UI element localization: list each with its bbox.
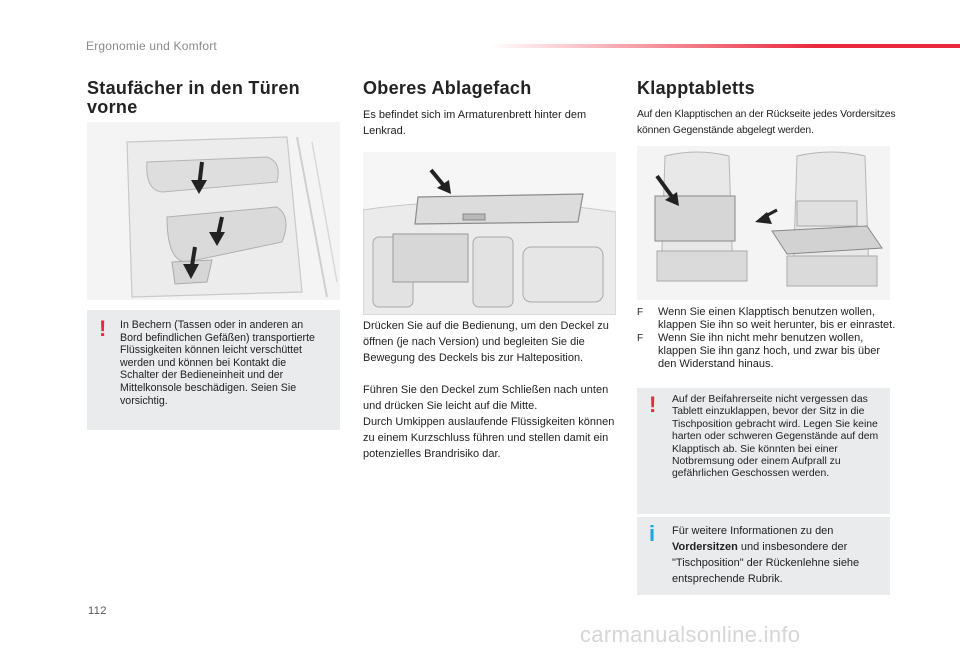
warning-icon: ! — [649, 392, 657, 417]
bullet-glyph: F — [637, 307, 644, 318]
col3-title: Klapptabletts — [637, 78, 755, 98]
watermark: carmanualsonline.info — [580, 622, 801, 647]
col1-warning-box — [87, 310, 340, 430]
header-accent-line — [490, 44, 960, 48]
col2-p2: Führen Sie den Deckel zum Schließen nach unten und drücken Sie leicht auf die Mitte. — [363, 384, 609, 412]
section-header: Ergonomie und Komfort — [86, 39, 217, 53]
info-text-post: und insbesondere der "Tischposition" der Rückenlehne siehe entsprechende Rubrik. — [672, 541, 860, 585]
col3-info-text — [672, 523, 882, 587]
col1-warning-text: In Bechern (Tassen oder in anderen an Bord befindlichen Gefäßen) transportierte Flüssigkeiten können leicht verschüttet werden und können bei Kontakt die Schalter der Bedieneinheit und der Mittelkonsole beschädigen. Seien Sie vorsichtig. — [120, 319, 315, 407]
bullet-glyph: F — [637, 333, 644, 344]
door-storage-illustration — [87, 122, 340, 300]
col3-warning-text: Auf der Beifahrerseite nicht vergessen das Tablett einzuklappen, bevor der Sitz in die Tischposition gebracht wird. Legen Sie keine harten oder schweren Gegenstände auf dem Klapptisch ab. Sie könnten bei einer Notbremsung oder einem Aufprall zu gefährlichen Geschossen werden. — [672, 394, 879, 480]
col3-bullet-list — [637, 306, 897, 371]
col3-intro: Auf den Klapptischen an der Rückseite jedes Vordersitzes können Gegenstände abgelegt werden. — [637, 109, 896, 136]
col3-warning-box — [637, 388, 890, 514]
col2-title: Oberes Ablagefach — [363, 78, 532, 98]
warning-icon: ! — [99, 316, 107, 341]
info-text-bold: Vordersitzen — [672, 541, 738, 553]
col2-p1: Drücken Sie auf die Bedienung, um den Deckel zu öffnen (je nach Version) und begleiten Sie die Bewegung des Deckels bis zur Halteposition. — [363, 320, 609, 364]
col2-intro: Es befindet sich im Armaturenbrett hinter dem Lenkrad. — [363, 109, 587, 137]
page-number: 112 — [88, 605, 108, 617]
folding-tray-illustration — [637, 146, 890, 300]
list-item — [637, 306, 897, 332]
col1-title: Staufächer in den Türen vorne — [87, 78, 300, 117]
dashboard-storage-illustration — [363, 152, 616, 315]
col3-info-box — [637, 517, 890, 595]
info-text-pre: Für weitere Informationen zu den — [672, 525, 834, 537]
bullet-text: Wenn Sie ihn nicht mehr benutzen wollen, klappen Sie ihn ganz hoch, und zwar bis über den Widerstand hinaus. — [658, 332, 880, 370]
col2-p3: Durch Umkippen auslaufende Flüssigkeiten können zu einem Kurzschluss führen und stellen damit ein potenzielles Brandrisiko dar. — [363, 416, 615, 460]
bullet-text: Wenn Sie einen Klapptisch benutzen wollen, klappen Sie ihn so weit herunter, bis er einrastet. — [658, 306, 896, 331]
list-item — [637, 332, 897, 371]
info-icon: i — [649, 521, 656, 546]
